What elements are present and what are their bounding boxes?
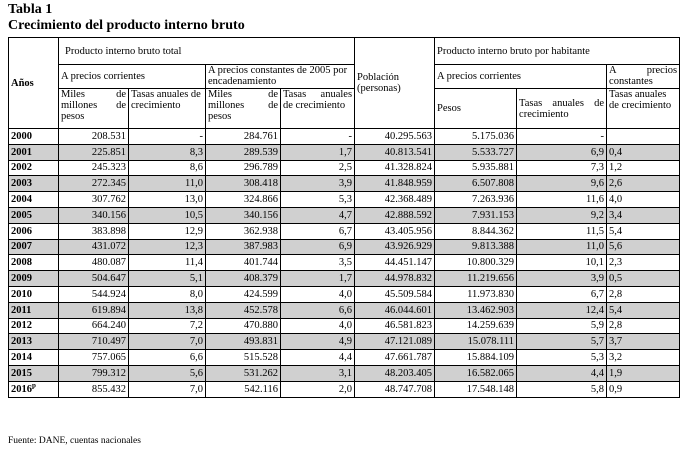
year-cell: 2012 [9, 318, 59, 334]
table-row [9, 223, 680, 239]
pib-constantes-cell: 515.528 [206, 350, 281, 366]
tasa-hab-constantes-cell: 4,0 [607, 192, 680, 208]
header-corrientes: A precios corrientes [59, 65, 206, 89]
header-tasas-3: Tasas anuales de crecimiento [517, 89, 607, 129]
year-cell: 2009 [9, 271, 59, 287]
pib-corrientes-cell: 307.762 [59, 192, 129, 208]
tasa-corrientes-cell: 5,6 [129, 365, 206, 381]
pib-constantes-cell: 387.983 [206, 239, 281, 255]
pesos-cell: 7.263.936 [435, 192, 517, 208]
pib-constantes-cell: 493.831 [206, 334, 281, 350]
table-row [9, 160, 680, 176]
tasa-hab-constantes-cell: 0,5 [607, 271, 680, 287]
pib-corrientes-cell: 855.432 [59, 381, 129, 397]
tasa-hab-corrientes-cell: - [517, 129, 607, 145]
pib-corrientes-cell: 431.072 [59, 239, 129, 255]
table-row [9, 271, 680, 287]
poblacion-cell: 47.121.089 [355, 334, 435, 350]
tasa-corrientes-cell: - [129, 129, 206, 145]
pib-constantes-cell: 296.789 [206, 160, 281, 176]
tasa-hab-corrientes-cell: 5,9 [517, 318, 607, 334]
pesos-cell: 11.219.656 [435, 271, 517, 287]
tasa-corrientes-cell: 12,3 [129, 239, 206, 255]
poblacion-cell: 48.203.405 [355, 365, 435, 381]
header-tasas-1: Tasas anuales de crecimiento [129, 89, 206, 129]
pib-constantes-cell: 424.599 [206, 286, 281, 302]
pib-corrientes-cell: 619.894 [59, 302, 129, 318]
tasa-constantes-cell: 3,9 [281, 176, 355, 192]
table-row [9, 334, 680, 350]
table-row [9, 350, 680, 366]
header-miles-1: Miles de millones de pesos [59, 89, 129, 129]
poblacion-cell: 46.044.601 [355, 302, 435, 318]
tasa-constantes-cell: 6,6 [281, 302, 355, 318]
tasa-hab-corrientes-cell: 12,4 [517, 302, 607, 318]
pib-corrientes-cell: 544.924 [59, 286, 129, 302]
pib-corrientes-cell: 245.323 [59, 160, 129, 176]
tasa-hab-corrientes-cell: 6,7 [517, 286, 607, 302]
tasa-corrientes-cell: 12,9 [129, 223, 206, 239]
year-cell: 2005 [9, 207, 59, 223]
year-cell: 2011 [9, 302, 59, 318]
pib-constantes-cell: 289.539 [206, 144, 281, 160]
table-row [9, 144, 680, 160]
table-row [9, 302, 680, 318]
poblacion-cell: 43.926.929 [355, 239, 435, 255]
tasa-constantes-cell: 6,9 [281, 239, 355, 255]
pesos-cell: 5.175.036 [435, 129, 517, 145]
tasa-hab-corrientes-cell: 9,6 [517, 176, 607, 192]
poblacion-cell: 45.509.584 [355, 286, 435, 302]
table-number: Tabla 1 [8, 2, 53, 17]
table-row [9, 176, 680, 192]
pib-corrientes-cell: 340.156 [59, 207, 129, 223]
poblacion-cell: 40.813.541 [355, 144, 435, 160]
header-tasas-4: Tasas anuales de crecimiento [607, 89, 680, 129]
tasa-constantes-cell: 3,1 [281, 365, 355, 381]
tasa-constantes-cell: 4,7 [281, 207, 355, 223]
poblacion-cell: 48.747.708 [355, 381, 435, 397]
pesos-cell: 5.935.881 [435, 160, 517, 176]
poblacion-cell: 41.328.824 [355, 160, 435, 176]
header-pesos: Pesos [435, 89, 517, 129]
tasa-constantes-cell: 1,7 [281, 144, 355, 160]
header-hab-corrientes: A precios corrientes [435, 65, 607, 89]
tasa-hab-corrientes-cell: 4,4 [517, 365, 607, 381]
poblacion-cell: 47.661.787 [355, 350, 435, 366]
poblacion-cell: 41.848.959 [355, 176, 435, 192]
tasa-hab-constantes-cell [607, 129, 680, 145]
tasa-hab-corrientes-cell: 11,6 [517, 192, 607, 208]
pib-constantes-cell: 324.866 [206, 192, 281, 208]
pib-corrientes-cell: 480.087 [59, 255, 129, 271]
tasa-hab-corrientes-cell: 7,3 [517, 160, 607, 176]
preliminary-marker: p [32, 381, 36, 390]
tasa-hab-corrientes-cell: 5,8 [517, 381, 607, 397]
tasa-corrientes-cell: 8,6 [129, 160, 206, 176]
tasa-hab-constantes-cell: 2,8 [607, 318, 680, 334]
year-cell: 2016$^p$ [9, 381, 59, 397]
tasa-corrientes-cell: 13,8 [129, 302, 206, 318]
year-cell: 2000 [9, 129, 59, 145]
gdp-table [8, 37, 680, 398]
header-miles-2: Miles de millones de pesos [206, 89, 281, 129]
header-anos: Años [9, 38, 59, 129]
tasa-corrientes-cell: 7,0 [129, 381, 206, 397]
tasa-constantes-cell: 4,0 [281, 318, 355, 334]
pib-constantes-cell: 362.938 [206, 223, 281, 239]
pib-constantes-cell: 452.578 [206, 302, 281, 318]
tasa-constantes-cell: - [281, 129, 355, 145]
poblacion-cell: 42.368.489 [355, 192, 435, 208]
pib-constantes-cell: 340.156 [206, 207, 281, 223]
year-cell: 2010 [9, 286, 59, 302]
header-tasas-2: Tasas anuales de crecimiento [281, 89, 355, 129]
tasa-constantes-cell: 1,7 [281, 271, 355, 287]
tasa-corrientes-cell: 11,4 [129, 255, 206, 271]
tasa-corrientes-cell: 6,6 [129, 350, 206, 366]
tasa-corrientes-cell: 7,0 [129, 334, 206, 350]
tasa-hab-constantes-cell: 0,9 [607, 381, 680, 397]
year-cell: 2001 [9, 144, 59, 160]
tasa-hab-constantes-cell: 1,2 [607, 160, 680, 176]
pib-corrientes-cell: 208.531 [59, 129, 129, 145]
table-title: Crecimiento del producto interno bruto [8, 18, 245, 33]
poblacion-cell: 40.295.563 [355, 129, 435, 145]
tasa-constantes-cell: 6,7 [281, 223, 355, 239]
pib-corrientes-cell: 383.898 [59, 223, 129, 239]
pesos-cell: 15.078.111 [435, 334, 517, 350]
tasa-hab-constantes-cell: 5,6 [607, 239, 680, 255]
tasa-hab-corrientes-cell: 5,3 [517, 350, 607, 366]
pesos-cell: 10.800.329 [435, 255, 517, 271]
pib-constantes-cell: 284.761 [206, 129, 281, 145]
pib-corrientes-cell: 504.647 [59, 271, 129, 287]
tasa-corrientes-cell: 8,3 [129, 144, 206, 160]
table-row [9, 255, 680, 271]
tasa-hab-corrientes-cell: 6,9 [517, 144, 607, 160]
table-row [9, 286, 680, 302]
pib-constantes-cell: 308.418 [206, 176, 281, 192]
pib-corrientes-cell: 272.345 [59, 176, 129, 192]
pesos-cell: 13.462.903 [435, 302, 517, 318]
tasa-hab-constantes-cell: 0,4 [607, 144, 680, 160]
tasa-hab-corrientes-cell: 11,0 [517, 239, 607, 255]
tasa-hab-constantes-cell: 5,4 [607, 302, 680, 318]
tasa-hab-corrientes-cell: 3,9 [517, 271, 607, 287]
year-cell: 2008 [9, 255, 59, 271]
tasa-hab-constantes-cell: 2,6 [607, 176, 680, 192]
pesos-cell: 17.548.148 [435, 381, 517, 397]
header-pib-habitante: Producto interno bruto por habitante [435, 38, 680, 65]
pib-constantes-cell: 401.744 [206, 255, 281, 271]
source-note: Fuente: DANE, cuentas nacionales [8, 436, 141, 446]
tasa-constantes-cell: 5,3 [281, 192, 355, 208]
poblacion-cell: 44.451.147 [355, 255, 435, 271]
tasa-hab-constantes-cell: 2,8 [607, 286, 680, 302]
pesos-cell: 7.931.153 [435, 207, 517, 223]
header-pib-total: Producto interno bruto total [59, 38, 355, 65]
pesos-cell: 14.259.639 [435, 318, 517, 334]
table-row [9, 207, 680, 223]
poblacion-cell: 46.581.823 [355, 318, 435, 334]
pesos-cell: 5.533.727 [435, 144, 517, 160]
poblacion-cell: 43.405.956 [355, 223, 435, 239]
table-row [9, 365, 680, 381]
table-body [9, 129, 680, 398]
year-cell: 2003 [9, 176, 59, 192]
year-cell: 2013 [9, 334, 59, 350]
year-cell: 2006 [9, 223, 59, 239]
table-row [9, 318, 680, 334]
tasa-corrientes-cell: 7,2 [129, 318, 206, 334]
tasa-constantes-cell: 2,5 [281, 160, 355, 176]
tasa-corrientes-cell: 8,0 [129, 286, 206, 302]
tasa-hab-constantes-cell: 3,4 [607, 207, 680, 223]
table-row [9, 239, 680, 255]
pesos-cell: 11.973.830 [435, 286, 517, 302]
tasa-constantes-cell: 4,0 [281, 286, 355, 302]
tasa-hab-constantes-cell: 5,4 [607, 223, 680, 239]
tasa-hab-corrientes-cell: 5,7 [517, 334, 607, 350]
tasa-hab-constantes-cell: 1,9 [607, 365, 680, 381]
year-cell: 2007 [9, 239, 59, 255]
poblacion-cell: 44.978.832 [355, 271, 435, 287]
tasa-hab-corrientes-cell: 10,1 [517, 255, 607, 271]
tasa-constantes-cell: 2,0 [281, 381, 355, 397]
header-constantes: A precios constantes de 2005 por encadenamiento [206, 65, 355, 89]
pesos-cell: 6.507.808 [435, 176, 517, 192]
pesos-cell: 16.582.065 [435, 365, 517, 381]
tasa-corrientes-cell: 5,1 [129, 271, 206, 287]
header-hab-constantes: A precios constantes [607, 65, 680, 89]
tasa-hab-corrientes-cell: 9,2 [517, 207, 607, 223]
tasa-corrientes-cell: 11,0 [129, 176, 206, 192]
tasa-corrientes-cell: 10,5 [129, 207, 206, 223]
pib-corrientes-cell: 799.312 [59, 365, 129, 381]
pesos-cell: 9.813.388 [435, 239, 517, 255]
pib-constantes-cell: 531.262 [206, 365, 281, 381]
tasa-constantes-cell: 4,9 [281, 334, 355, 350]
tasa-constantes-cell: 4,4 [281, 350, 355, 366]
pesos-cell: 8.844.362 [435, 223, 517, 239]
year-cell: 2015 [9, 365, 59, 381]
tasa-corrientes-cell: 13,0 [129, 192, 206, 208]
header-poblacion: Población (personas) [355, 38, 435, 129]
table-row [9, 129, 680, 145]
pib-corrientes-cell: 757.065 [59, 350, 129, 366]
pib-constantes-cell: 408.379 [206, 271, 281, 287]
year-cell: 2014 [9, 350, 59, 366]
pib-corrientes-cell: 710.497 [59, 334, 129, 350]
tasa-hab-constantes-cell: 3,2 [607, 350, 680, 366]
pesos-cell: 15.884.109 [435, 350, 517, 366]
tasa-hab-constantes-cell: 3,7 [607, 334, 680, 350]
year-cell: 2002 [9, 160, 59, 176]
table-row [9, 381, 680, 397]
year-cell: 2004 [9, 192, 59, 208]
pib-constantes-cell: 542.116 [206, 381, 281, 397]
table-row [9, 192, 680, 208]
poblacion-cell: 42.888.592 [355, 207, 435, 223]
tasa-constantes-cell: 3,5 [281, 255, 355, 271]
tasa-hab-constantes-cell: 2,3 [607, 255, 680, 271]
pib-constantes-cell: 470.880 [206, 318, 281, 334]
pib-corrientes-cell: 225.851 [59, 144, 129, 160]
tasa-hab-corrientes-cell: 11,5 [517, 223, 607, 239]
pib-corrientes-cell: 664.240 [59, 318, 129, 334]
